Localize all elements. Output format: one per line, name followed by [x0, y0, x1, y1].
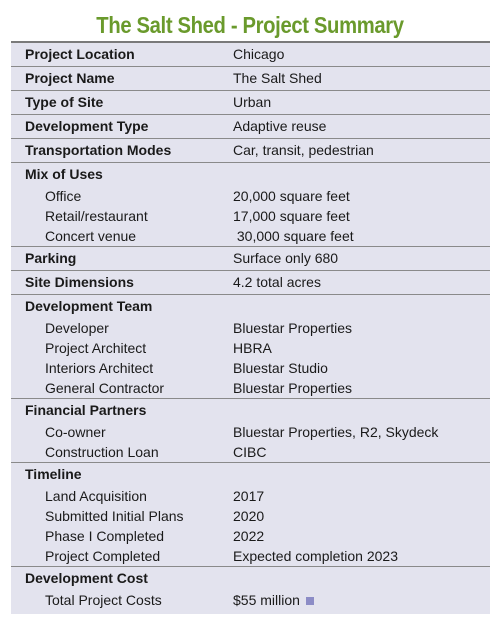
row-label: Total Project Costs — [45, 592, 162, 608]
table-row — [11, 186, 490, 206]
row-label: Land Acquisition — [45, 488, 147, 504]
row-value: 2017 — [233, 488, 265, 504]
section-heading: Development Cost — [25, 570, 148, 586]
table-row — [11, 590, 490, 610]
row-value: CIBC — [233, 444, 267, 460]
table-row — [11, 546, 490, 566]
row-value: Surface only 680 — [233, 250, 339, 266]
section-development-cost — [11, 567, 490, 610]
row-value: Chicago — [233, 46, 285, 62]
row-label: Project Architect — [45, 340, 147, 356]
row-value: 17,000 square feet — [233, 208, 350, 224]
row-label: Construction Loan — [45, 444, 159, 460]
table-row — [11, 271, 490, 294]
table-row — [11, 442, 490, 462]
table-row — [11, 115, 490, 138]
section-transportation-modes — [11, 139, 490, 163]
row-label: General Contractor — [45, 380, 165, 396]
row-label: Project Location — [25, 46, 135, 62]
row-label: Type of Site — [25, 94, 104, 110]
section-financial-partners — [11, 399, 490, 463]
section-parking — [11, 247, 490, 271]
table-row — [11, 318, 490, 338]
table-row — [11, 358, 490, 378]
row-value: 20,000 square feet — [233, 188, 350, 204]
row-value: 2022 — [233, 528, 265, 544]
row-label: Interiors Architect — [45, 360, 154, 376]
end-of-article-square-icon — [306, 597, 314, 605]
table-row — [11, 463, 490, 486]
summary-table — [11, 41, 490, 614]
row-label: Office — [45, 188, 82, 204]
section-development-type — [11, 115, 490, 139]
row-value: 2020 — [233, 508, 265, 524]
table-row — [11, 206, 490, 226]
table-row — [11, 91, 490, 114]
row-label: Site Dimensions — [25, 274, 134, 290]
row-value: $55 million — [233, 592, 300, 608]
section-heading: Mix of Uses — [25, 166, 103, 182]
row-label: Developer — [45, 320, 109, 336]
section-type-of-site — [11, 91, 490, 115]
table-row — [11, 295, 490, 318]
row-label: Development Type — [25, 118, 149, 134]
table-row — [11, 378, 490, 398]
section-heading: Development Team — [25, 298, 153, 314]
table-row — [11, 226, 490, 246]
section-site-dimensions — [11, 271, 490, 295]
table-row — [11, 486, 490, 506]
row-value: Adaptive reuse — [233, 118, 327, 134]
row-value: Car, transit, pedestrian — [233, 142, 374, 158]
row-value-with-mark — [233, 590, 314, 610]
row-value: Bluestar Studio — [233, 360, 328, 376]
row-label: Submitted Initial Plans — [45, 508, 184, 524]
section-heading: Financial Partners — [25, 402, 147, 418]
row-label: Retail/restaurant — [45, 208, 148, 224]
row-value: The Salt Shed — [233, 70, 322, 86]
table-row — [11, 139, 490, 162]
page-title: The Salt Shed - Project Summary — [96, 12, 404, 38]
row-value: HBRA — [233, 340, 272, 356]
table-row — [11, 399, 490, 422]
row-label: Transportation Modes — [25, 142, 172, 158]
section-project-location — [11, 43, 490, 67]
table-row — [11, 247, 490, 270]
section-timeline — [11, 463, 490, 567]
table-row — [11, 338, 490, 358]
table-row — [11, 422, 490, 442]
row-label: Parking — [25, 250, 77, 266]
table-row — [11, 163, 490, 186]
row-label: Project Name — [25, 70, 115, 86]
table-row — [11, 43, 490, 66]
section-heading: Timeline — [25, 466, 82, 482]
row-value: Urban — [233, 94, 272, 110]
section-mix-of-uses — [11, 163, 490, 247]
section-project-name — [11, 67, 490, 91]
row-label: Phase I Completed — [45, 528, 165, 544]
table-row — [11, 67, 490, 90]
row-value: 30,000 square feet — [233, 228, 354, 244]
section-development-team — [11, 295, 490, 399]
row-label: Concert venue — [45, 228, 137, 244]
row-value: Bluestar Properties — [233, 380, 353, 396]
row-value: 4.2 total acres — [233, 274, 321, 290]
table-row — [11, 526, 490, 546]
row-label: Co-owner — [45, 424, 106, 440]
table-row — [11, 506, 490, 526]
row-value: Bluestar Properties, R2, Skydeck — [233, 424, 439, 440]
row-value: Expected completion 2023 — [233, 548, 398, 564]
table-row — [11, 567, 490, 590]
row-label: Project Completed — [45, 548, 161, 564]
row-value: Bluestar Properties — [233, 320, 353, 336]
